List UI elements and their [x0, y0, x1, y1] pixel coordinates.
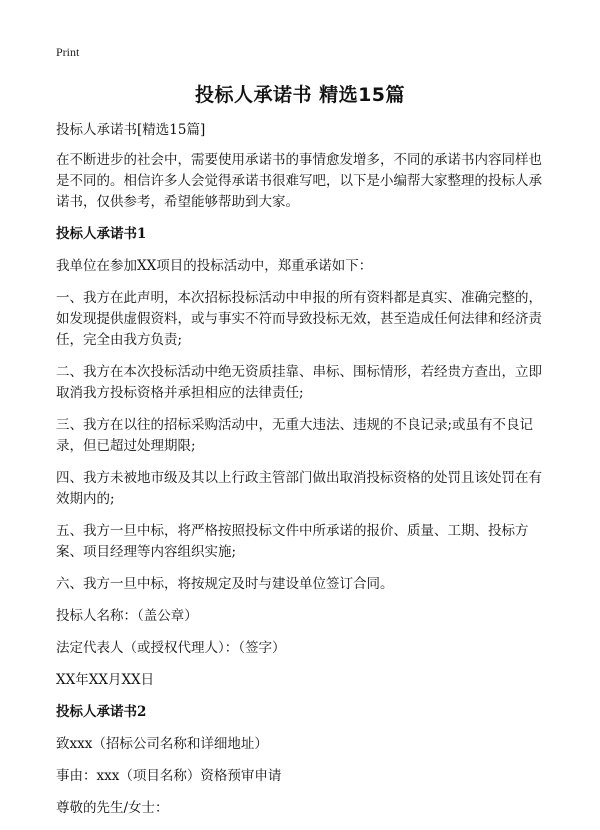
legal-rep-line: 法定代表人（或授权代理人）：（签字） [56, 640, 286, 656]
section-heading-2: 投标人承诺书2 [56, 704, 147, 720]
page-title: 投标人承诺书 精选15篇 [194, 84, 406, 106]
salutation-line: 尊敬的先生/女士： [56, 800, 169, 816]
section-heading-1: 投标人承诺书1 [56, 226, 147, 242]
date-line: XX年XX月XX日 [56, 672, 155, 688]
bidder-name-line: 投标人名称：（盖公章） [56, 608, 198, 624]
commitment-item-3: 三、我方在以往的招标采购活动中，无重大违法、违规的不良记录;或虽有不良记录，但已超过处理期限; [56, 417, 534, 454]
print-link[interactable]: Print [56, 45, 80, 59]
commitment-item-1: 一、我方在此声明，本次招标投标活动中申报的所有资料都是真实、准确完整的，如发现提供虚假资料，或与事实不符而导致投标无效，甚至造成任何法律和经济责任，完全由我方负责; [56, 290, 542, 348]
commitment-item-5: 五、我方一旦中标，将严格按照投标文件中所承诺的报价、质量、工期、投标方案、项目经理等内容组织实施; [56, 523, 529, 560]
document-body [56, 120, 546, 830]
section1-opening: 我单位在参加XX项目的投标活动中，郑重承诺如下： [56, 258, 373, 274]
recipient-line: 致xxx（招标公司名称和详细地址） [56, 736, 268, 752]
intro-paragraph: 在不断进步的社会中，需要使用承诺书的事情愈发增多，不同的承诺书内容同样也是不同的。相信许多人会觉得承诺书很难写吧，以下是小编帮大家整理的投标人承诺书，仅供参考，希望能够帮助到大家。 [56, 152, 542, 210]
commitment-item-6: 六、我方一旦中标，将按规定及时与建设单位签订合同。 [56, 576, 394, 592]
commitment-item-2: 二、我方在本次投标活动中绝无资质挂靠、串标、围标情形，若经贵方查出，立即取消我方投标资格并承担相应的法律责任; [56, 364, 542, 401]
subject-line: 事由：xxx（项目名称）资格预审申请 [56, 768, 282, 784]
document-subtitle: 投标人承诺书[精选15篇] [56, 122, 206, 138]
commitment-item-4: 四、我方未被地市级及其以上行政主管部门做出取消投标资格的处罚且该处罚在有效期内的; [56, 470, 542, 507]
